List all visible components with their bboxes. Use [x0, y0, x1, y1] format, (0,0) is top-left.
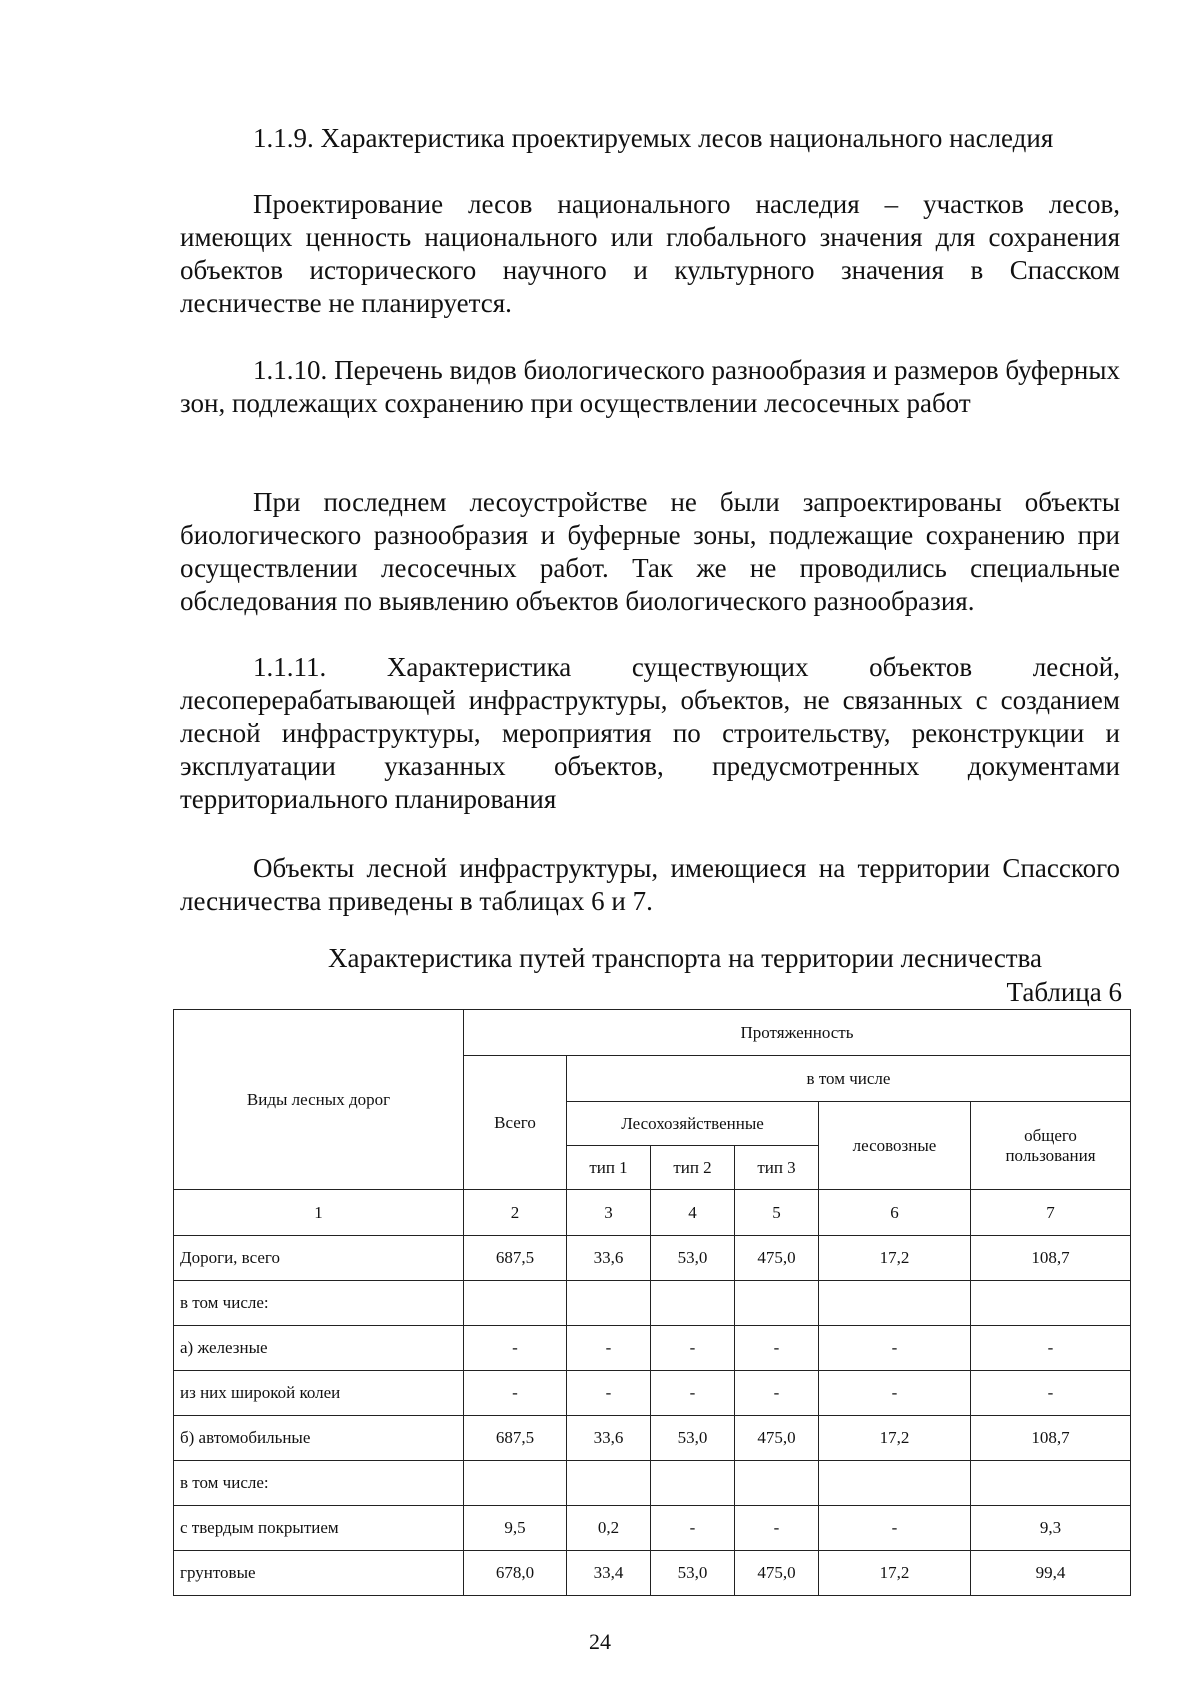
table-row — [174, 1371, 1131, 1416]
table-cell — [651, 1461, 735, 1506]
table-cell: 108,7 — [971, 1236, 1131, 1281]
table-cell — [464, 1461, 567, 1506]
table-cell: - — [651, 1326, 735, 1371]
header-type1: тип 1 — [567, 1146, 651, 1190]
row-label: в том числе: — [174, 1461, 464, 1506]
table-cell: 687,5 — [464, 1416, 567, 1461]
table-cell: - — [971, 1371, 1131, 1416]
table-row — [174, 1506, 1131, 1551]
table-cell — [971, 1461, 1131, 1506]
column-number-row — [174, 1190, 1131, 1236]
table-cell — [464, 1281, 567, 1326]
table-cell — [971, 1281, 1131, 1326]
table-row — [174, 1236, 1131, 1281]
table-cell: - — [819, 1506, 971, 1551]
table-cell: 475,0 — [735, 1551, 819, 1596]
row-label: Дороги, всего — [174, 1236, 464, 1281]
table-cell: 9,3 — [971, 1506, 1131, 1551]
table-cell: - — [567, 1371, 651, 1416]
column-number: 7 — [971, 1190, 1131, 1236]
column-number: 6 — [819, 1190, 971, 1236]
row-label: в том числе: — [174, 1281, 464, 1326]
table-cell — [735, 1281, 819, 1326]
page-number: 24 — [589, 1629, 611, 1654]
column-number: 2 — [464, 1190, 567, 1236]
column-number: 4 — [651, 1190, 735, 1236]
table-cell: - — [971, 1326, 1131, 1371]
table-cell: 33,6 — [567, 1416, 651, 1461]
table-cell: 17,2 — [819, 1551, 971, 1596]
table-cell: 687,5 — [464, 1236, 567, 1281]
header-road-types: Виды лесных дорог — [174, 1010, 464, 1190]
table-cell: - — [464, 1371, 567, 1416]
table-cell: 475,0 — [735, 1236, 819, 1281]
row-label: грунтовые — [174, 1551, 464, 1596]
table-cell: - — [735, 1326, 819, 1371]
row-label: а) железные — [174, 1326, 464, 1371]
table-title: Характеристика путей транспорта на территории лесничества — [328, 943, 1042, 973]
header-type2: тип 2 — [651, 1146, 735, 1190]
table-cell — [651, 1281, 735, 1326]
table-cell: - — [651, 1371, 735, 1416]
table-row — [174, 1281, 1131, 1326]
table-cell: - — [651, 1506, 735, 1551]
header-including: в том числе — [567, 1056, 1131, 1102]
row-label: б) автомобильные — [174, 1416, 464, 1461]
table-cell: 0,2 — [567, 1506, 651, 1551]
column-number: 1 — [174, 1190, 464, 1236]
table-cell: 33,4 — [567, 1551, 651, 1596]
table-cell: - — [464, 1326, 567, 1371]
table-cell: 99,4 — [971, 1551, 1131, 1596]
header-forestry: Лесохозяйственные — [567, 1102, 819, 1146]
section-1-1-9-heading: 1.1.9. Характеристика проектируемых лесов национального наследия — [253, 123, 1054, 153]
header-length: Протяженность — [464, 1010, 1131, 1056]
table-cell: 475,0 — [735, 1416, 819, 1461]
header-type3: тип 3 — [735, 1146, 819, 1190]
table-cell — [567, 1281, 651, 1326]
table-row — [174, 1551, 1131, 1596]
column-number: 3 — [567, 1190, 651, 1236]
table-cell: - — [567, 1326, 651, 1371]
table-cell: - — [819, 1326, 971, 1371]
table-cell: 17,2 — [819, 1416, 971, 1461]
section-1-1-11-text: Объекты лесной инфраструктуры, имеющиеся на территории Спасского лесничества приведены в таблицах 6 и 7. — [180, 853, 1120, 916]
column-number: 5 — [735, 1190, 819, 1236]
table-cell — [735, 1461, 819, 1506]
table-row — [174, 1461, 1131, 1506]
table-row — [174, 1416, 1131, 1461]
table-cell: 108,7 — [971, 1416, 1131, 1461]
table-cell: 53,0 — [651, 1551, 735, 1596]
table-cell: 33,6 — [567, 1236, 651, 1281]
row-label: из них широкой колеи — [174, 1371, 464, 1416]
table-cell: - — [735, 1506, 819, 1551]
table-cell: 53,0 — [651, 1236, 735, 1281]
table-cell: 9,5 — [464, 1506, 567, 1551]
section-1-1-11-heading: 1.1.11. Характеристика существующих объектов лесной, лесоперерабатывающей инфраструктуры, объектов, не связанных с созданием лесной инфраструктуры, мероприятия по строительству, реконструкции и эксплуатации указанных объектов, предусмотренных документами территориального планирования — [180, 652, 1120, 814]
row-label: с твердым покрытием — [174, 1506, 464, 1551]
table-cell: 17,2 — [819, 1236, 971, 1281]
table-row — [174, 1326, 1131, 1371]
section-1-1-10-text: При последнем лесоустройстве не были запроектированы объекты биологического разнообразия и буферные зоны, подлежащие сохранению при осуществлении лесосечных работ. Так же не проводились специальные обследования по выявлению объектов биологического разнообразия. — [180, 487, 1120, 616]
table-cell — [819, 1461, 971, 1506]
table-cell: 53,0 — [651, 1416, 735, 1461]
table-cell — [567, 1461, 651, 1506]
table-cell: - — [819, 1371, 971, 1416]
header-public: общего пользования — [971, 1102, 1131, 1190]
table-cell: 678,0 — [464, 1551, 567, 1596]
table-cell: - — [735, 1371, 819, 1416]
section-1-1-9-text: Проектирование лесов национального наследия – участков лесов, имеющих ценность национального или глобального значения для сохранения объектов исторического научного и культурного значения в Спасском лесничестве не планируется. — [180, 189, 1120, 318]
table-label: Таблица 6 — [1006, 977, 1122, 1007]
header-total: Всего — [464, 1056, 567, 1190]
roads-table — [173, 1009, 1131, 1596]
header-timber: лесовозные — [819, 1102, 971, 1190]
section-1-1-10-heading: 1.1.10. Перечень видов биологического разнообразия и размеров буферных зон, подлежащих сохранению при осуществлении лесосечных работ — [180, 355, 1120, 418]
table-cell — [819, 1281, 971, 1326]
